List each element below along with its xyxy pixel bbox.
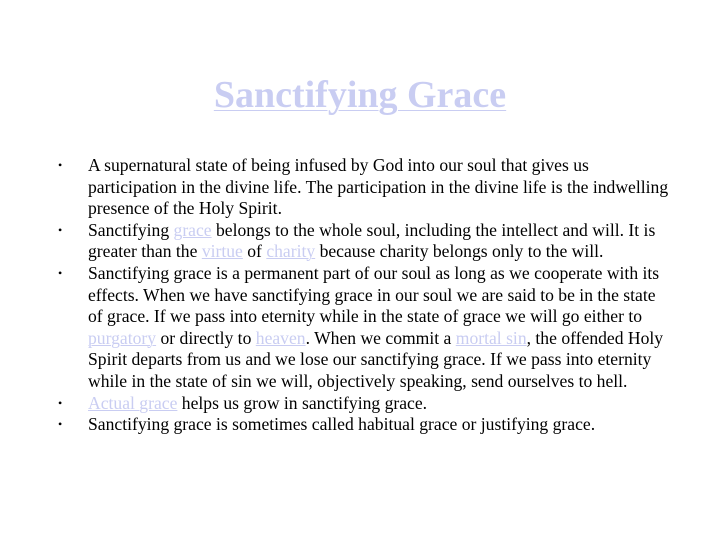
bullet-dot-icon: • — [58, 222, 63, 237]
bullet-item — [54, 414, 674, 436]
bullet-item — [54, 263, 674, 393]
link-purgatory[interactable]: purgatory — [88, 327, 157, 348]
link-mortal-sin[interactable]: mortal sin — [455, 327, 527, 348]
link-actual-grace[interactable]: Actual grace — [88, 392, 178, 413]
bullet-dot-icon: • — [58, 265, 63, 280]
link-grace[interactable]: grace — [173, 219, 212, 240]
link-heaven[interactable]: heaven — [255, 327, 306, 348]
bullet-text: because charity belongs only to the will. — [315, 241, 604, 262]
bullet-text: , the offended Holy Spirit departs from us and we lose our sanctifying grace. If we pass into eternity while in the state of sin we will, objectively speaking, send ourselves to hell. — [88, 327, 664, 391]
bullet-text: . When we commit a — [305, 327, 456, 348]
bullet-dot-icon: • — [58, 158, 63, 172]
title-link[interactable]: Sanctifying Grace — [213, 74, 507, 116]
bullet-text: or directly to — [156, 327, 256, 348]
bullet-text: Sanctifying grace is a permanent part of our soul as long as we cooperate with its effects. When we have sanctifying grace in our soul we are said to be in the state of grace. If we pass into eternity while in the state of grace we will go either to — [88, 262, 660, 327]
bullet-dot-icon: • — [58, 417, 63, 432]
bullet-text: belongs to the whole soul, including the intellect and will. It is greater than the — [88, 219, 656, 262]
link-virtue[interactable]: virtue — [201, 241, 243, 262]
bullet-text: Sanctifying — [88, 219, 174, 240]
bullet-text: helps us grow in sanctifying grace. — [177, 392, 428, 413]
bullet-item — [54, 155, 674, 220]
slide-title — [0, 72, 720, 118]
link-charity[interactable]: charity — [266, 241, 316, 262]
bullet-text: A supernatural state of being infused by God into our soul that gives us participation in the divine life. The participation in the divine life is the indwelling presence of the Holy Spirit. — [88, 155, 669, 219]
bullet-item — [54, 220, 674, 263]
bullet-text: Sanctifying grace is sometimes called habitual grace or justifying grace. — [88, 414, 596, 435]
bullet-text: of — [242, 241, 267, 262]
bullet-list — [54, 155, 674, 436]
bullet-dot-icon: • — [58, 395, 63, 410]
bullet-item — [54, 393, 674, 415]
